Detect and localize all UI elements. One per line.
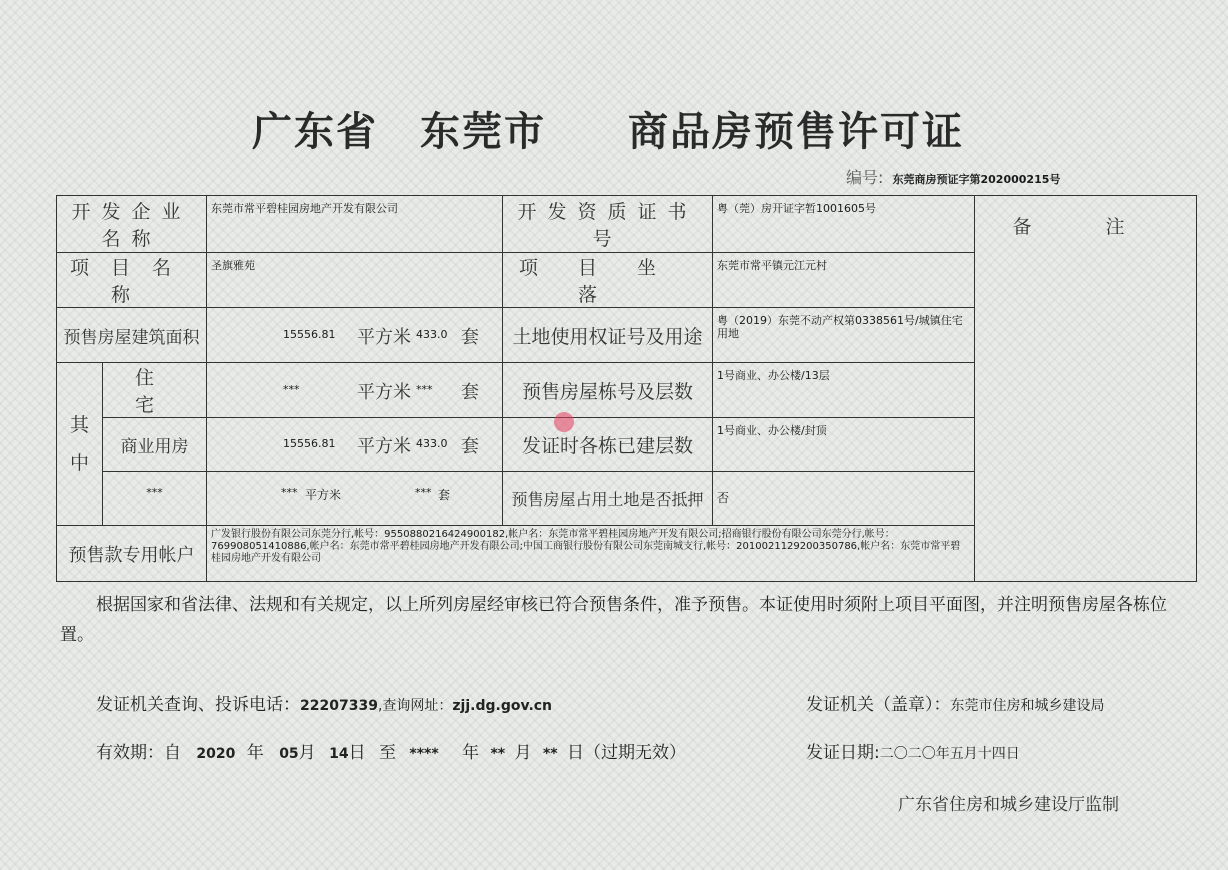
account-value: 广发银行股份有限公司东莞分行,帐号：9550880216424900182,帐户名：东莞市常平碧桂园房地产开发有限公司;招商银行股份有限公司东莞分行,帐号：769908051410886,帐户名：东莞市常平碧桂园房地产开发有限公司;中国工商银行股份有限公司东莞南城支行,帐号：2010021129200350786,帐户名：东莞市常平碧桂园房地产开发有限公司	[207, 526, 975, 582]
project-name-value: 圣旗雅苑	[207, 253, 503, 308]
commercial-label: 商业用房	[103, 418, 207, 472]
inquiry-site: zjj.dg.gov.cn	[452, 698, 553, 714]
residential-label: 住 宅	[103, 363, 207, 418]
commercial-units: 433.0	[416, 437, 448, 450]
watermark	[548, 411, 580, 432]
certificate-table	[56, 195, 1197, 582]
other-area: ***	[281, 486, 298, 499]
sqm-unit: 平方米	[357, 436, 411, 457]
residential-units: ***	[416, 383, 433, 396]
issuer-label: 发证机关（盖章）：	[806, 695, 951, 715]
document-number	[846, 165, 1064, 188]
project-name-label: 项目名称	[57, 253, 207, 308]
qualification-value: 粤（莞）房开证字暂1001605号	[713, 196, 975, 253]
watermark-logo-icon	[554, 412, 574, 432]
inquiry-phone: 22207339	[300, 698, 378, 714]
remarks-label: 备 注	[975, 196, 1197, 582]
end-month: **	[490, 746, 506, 762]
valid-month: 05	[279, 746, 299, 762]
title-certificate: 商品房预售许可证	[628, 109, 964, 155]
other-cell	[207, 472, 503, 526]
issue-date-label: 发证日期:	[806, 743, 880, 763]
presale-units-value: 433.0	[416, 328, 448, 341]
end-day: **	[542, 746, 558, 762]
set-unit: 套	[461, 327, 479, 348]
developer-label: 开发企业名称	[57, 196, 207, 253]
validity-label: 有效期：自	[96, 743, 181, 763]
presale-area-label: 预售房屋建筑面积	[57, 308, 207, 363]
developer-value: 东莞市常平碧桂园房地产开发有限公司	[207, 196, 503, 253]
location-label: 项目坐落	[503, 253, 713, 308]
title-city: 东莞市	[420, 109, 546, 155]
built-floors-value: 1号商业、办公楼/封顶	[713, 418, 975, 472]
set-unit: 套	[461, 382, 479, 403]
presale-area-value: 15556.81	[283, 328, 336, 341]
other-label: ***	[103, 472, 207, 526]
year-char: 年	[246, 743, 264, 763]
issue-date-line	[806, 738, 1020, 763]
day-char: 日	[348, 743, 366, 763]
among-label: 其中	[57, 363, 103, 526]
set-unit: 套	[461, 436, 479, 457]
building-no-label: 预售房屋栋号及层数	[503, 363, 713, 418]
statement-paragraph: 根据国家和省法律、法规和有关规定，以上所列房屋经审核已符合预售条件，准予预售。本证使用时须附上项目平面图，并注明预售房屋各栋位置。	[60, 595, 1167, 645]
inquiry-label: 发证机关查询、投诉电话：	[96, 695, 300, 715]
end-year-char: 年	[462, 743, 480, 763]
to-char: 至	[378, 743, 396, 763]
month-char: 月	[298, 743, 316, 763]
qualification-label: 开发资质证书号	[503, 196, 713, 253]
issuer-value: 东莞市住房和城乡建设局	[950, 698, 1105, 714]
inquiry-line	[96, 690, 552, 715]
residential-cell	[207, 363, 503, 418]
commercial-area: 15556.81	[283, 437, 336, 450]
validity-line	[96, 738, 686, 763]
table-row	[57, 196, 1197, 253]
account-label: 预售款专用帐户	[57, 526, 207, 582]
residential-area: ***	[283, 383, 300, 396]
valid-day: 14	[329, 746, 349, 762]
end-year: ****	[409, 746, 439, 762]
other-units: ***	[415, 486, 432, 499]
presale-area-cell	[207, 308, 503, 363]
land-cert-value: 粤（2019）东莞不动产权第0338561号/城镇住宅用地	[713, 308, 975, 363]
inquiry-site-label: ,查询网址：	[377, 698, 453, 714]
title-province: 广东省	[252, 109, 378, 155]
valid-year: 2020	[196, 746, 236, 762]
issue-date-value: 二〇二〇年五月十四日	[879, 746, 1020, 762]
building-no-value: 1号商业、办公楼/13层	[713, 363, 975, 418]
expired-note: 日（过期无效）	[567, 743, 687, 763]
location-value: 东莞市常平镇元江元村	[713, 253, 975, 308]
document-number-label: 编号:	[846, 168, 884, 187]
sqm-unit: 平方米	[357, 327, 411, 348]
supervisor-text: 广东省住房和城乡建设厅监制	[898, 795, 1119, 815]
sqm-unit: 平方米	[305, 488, 342, 502]
commercial-cell	[207, 418, 503, 472]
document-number-value: 东莞商房预证字第202000215号	[892, 173, 1061, 186]
mortgage-label: 预售房屋占用土地是否抵押	[503, 472, 713, 526]
end-month-char: 月	[514, 743, 532, 763]
issuer-line	[806, 690, 1105, 715]
built-floors-label: 发证时各栋已建层数	[503, 418, 713, 472]
sqm-unit: 平方米	[357, 382, 411, 403]
set-unit: 套	[438, 488, 451, 502]
land-cert-label: 土地使用权证号及用途	[503, 308, 713, 363]
mortgage-value: 否	[713, 472, 975, 526]
